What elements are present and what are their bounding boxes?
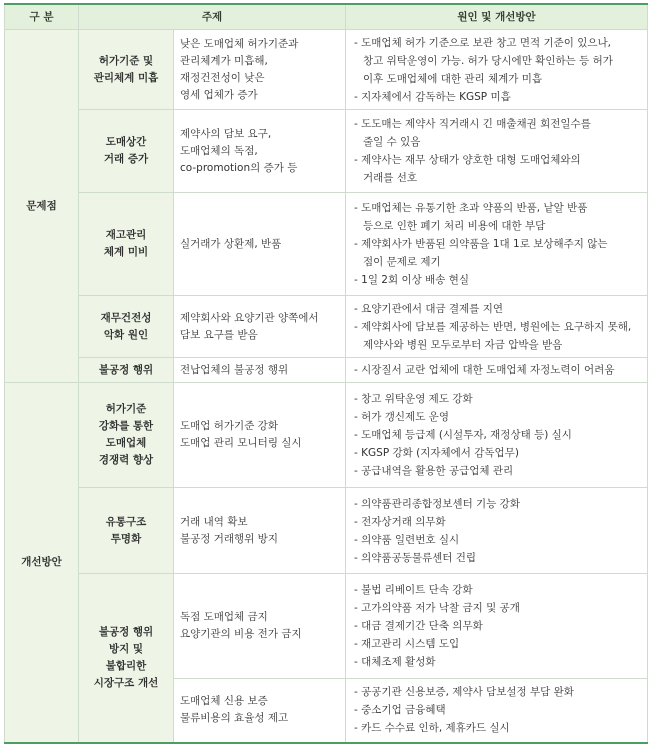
- detail-cell: [346, 488, 648, 574]
- category-cell-problems: 문제점: [5, 30, 79, 383]
- detail-item: - KGSP 강화 (지자체에서 감독업무): [354, 447, 519, 459]
- topic-cell: 불공정 행위: [79, 358, 174, 383]
- subject-cell: 거래 내역 확보 불공정 거래행위 방지: [174, 488, 346, 574]
- detail-item: - 중소기업 금융혜택: [354, 704, 446, 717]
- table-row: [5, 110, 648, 193]
- detail-item: - 의약품공동물류센터 건립: [354, 551, 477, 564]
- topic-cell: 허가기준 강화를 통한 도매업체 경쟁력 향상: [79, 383, 174, 488]
- subject-cell: 낮은 도매업체 허가기준과 관리체계가 미흡해, 재정건전성이 낮은 영세 업체가 증가: [174, 30, 346, 110]
- detail-item: - 창고 위탁운영 제도 강화: [354, 393, 473, 405]
- subject-cell: 도매업 허가기준 강화 도매업 관리 모니터링 실시: [174, 383, 346, 488]
- topic-cell: 유통구조 투명화: [79, 488, 174, 574]
- detail-item: - 대체조제 활성화: [354, 656, 436, 668]
- header-details: 원인 및 개선방안: [346, 4, 648, 30]
- detail-item: - 대금 결제기간 단축 의무화: [354, 620, 483, 632]
- detail-item: - 공공기관 신용보증, 제약사 담보설정 부담 완화: [354, 686, 574, 699]
- header-category: 구 분: [5, 4, 79, 30]
- detail-cell: [346, 30, 648, 110]
- subject-cell: 도매업체 신용 보증 물류비용의 효율성 제고: [174, 679, 346, 743]
- detail-item: - 카드 수수료 인하, 제휴카드 실시: [354, 722, 510, 735]
- comparison-table: [4, 3, 648, 744]
- detail-item: - 도매업체 등급제 (시설투자, 재정상태 등) 실시: [354, 429, 572, 441]
- subject-cell: 전납업체의 불공정 행위: [174, 358, 346, 383]
- subject-cell: 제약회사와 요양기관 양쪽에서 담보 요구를 받음: [174, 296, 346, 358]
- detail-item: - 의약품 일련번호 실시: [354, 533, 460, 546]
- detail-item: - 제약회사에 담보를 제공하는 반면, 병원에는 요구하지 못해, 제약사와 병원 모두로부터 자금 압박을 받음: [354, 320, 632, 351]
- category-cell-improvements: 개선방안: [5, 383, 79, 743]
- detail-item: - 제약회사가 반품된 의약품을 1대 1로 보상해주지 않는 점이 문제로 제기: [354, 238, 608, 268]
- detail-item: - 허가 갱신제도 운영: [354, 411, 449, 423]
- detail-item: - 재고관리 시스템 도입: [354, 638, 460, 650]
- subject-cell: 제약사의 담보 요구, 도매업체의 독점, co-promotion의 증가 등: [174, 110, 346, 193]
- detail-cell: [346, 296, 648, 358]
- detail-item: - 불법 리베이트 단속 강화: [354, 584, 473, 596]
- detail-item: - 시장질서 교란 업체에 대한 도매업체 자정노력이 어려움: [354, 364, 615, 376]
- detail-item: - 의약품관리종합정보센터 기능 강화: [354, 497, 520, 510]
- detail-cell: [346, 679, 648, 743]
- detail-cell: [346, 358, 648, 383]
- table-row: [5, 383, 648, 488]
- table-row: [5, 30, 648, 110]
- table-row: [5, 358, 648, 383]
- topic-cell: 불공정 행위 방지 및 불합리한 시장구조 개선: [79, 574, 174, 743]
- table-row: [5, 296, 648, 358]
- table-row: [5, 574, 648, 679]
- detail-item: - 도도매는 제약사 직거래시 긴 매출채권 회전일수를 줄일 수 있음: [354, 118, 591, 148]
- detail-item: - 전자상거래 의무화: [354, 515, 446, 528]
- header-subject: 주제: [79, 4, 346, 30]
- topic-cell: 도매상간 거래 증가: [79, 110, 174, 193]
- detail-item: - 공급내역을 활용한 공급업체 관리: [354, 465, 514, 477]
- table-row: [5, 488, 648, 574]
- detail-cell: [346, 193, 648, 296]
- detail-item: - 도매업체는 유통기한 초과 약품의 반품, 낱알 반품 등으로 인한 폐기 처리 비용에 대한 부담: [354, 202, 588, 232]
- subject-cell: 독점 도매업체 금지 요양기관의 비용 전가 금지: [174, 574, 346, 679]
- detail-item: - 도매업체 허가 기준으로 보관 창고 면적 기준이 있으나, 창고 위탁운영이 가능. 허가 당시에만 확인하는 등 허가 이후 도매업체에 대한 관리 체계가 미흡: [354, 36, 613, 85]
- table-row: [5, 193, 648, 296]
- topic-cell: 재무건전성 악화 원인: [79, 296, 174, 358]
- topic-cell: 재고관리 체계 미비: [79, 193, 174, 296]
- table-header-row: [5, 4, 648, 30]
- detail-item: - 1일 2회 이상 배송 현실: [354, 274, 469, 286]
- detail-cell: [346, 110, 648, 193]
- detail-item: - 제약사는 재무 상태가 양호한 대형 도매업체와의 거래를 선호: [354, 154, 581, 184]
- detail-item: - 요양기관에서 대금 결제를 지연: [354, 302, 504, 315]
- detail-item: - 지자체에서 감독하는 KGSP 미흡: [354, 90, 511, 103]
- topic-cell: 허가기준 및 관리체계 미흡: [79, 30, 174, 110]
- detail-item: - 고가의약품 저가 낙찰 금지 및 공개: [354, 602, 520, 614]
- detail-cell: [346, 574, 648, 679]
- subject-cell: 실거래가 상환제, 반품: [174, 193, 346, 296]
- detail-cell: [346, 383, 648, 488]
